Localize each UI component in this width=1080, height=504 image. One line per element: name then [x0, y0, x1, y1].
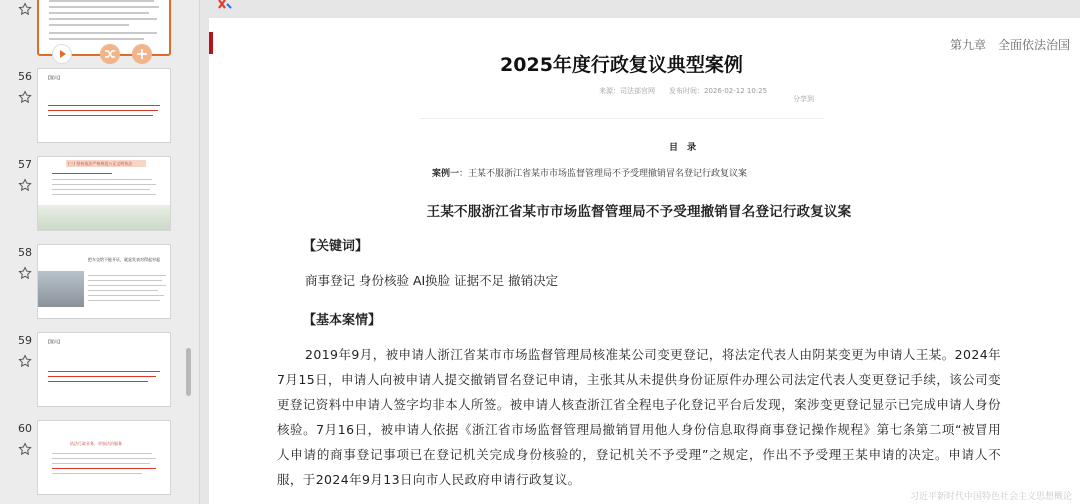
star-icon[interactable]	[18, 90, 32, 104]
slide-thumbnail[interactable]	[37, 156, 171, 231]
star-icon[interactable]	[18, 2, 32, 16]
case-body	[269, 192, 1009, 504]
thumb-label: (三) 坚持依法严格规范公正文明执法	[68, 161, 133, 166]
facts-paragraph: 2019年9月，被申请人浙江省某市市场监督管理局核准某公司变更登记，将法定代表人由阴某变更为申请人王某。2024年7月15日，申请人向被申请人提交撤销冒名登记申请，主张其从未提供身份证原件办理公司法定代表人变更登记手续，该公司变更登记资料中申请人签字均非本人所签。被申请人核查浙江省全程电子化登记平台后发现，案涉变更登记显示已完成申请人身份核验。7月16日，被申请人依据《浙江省市场监督管理局撤销冒用他人身份信息取得商事登记操作规程》第七条第二项“被冒用人申请的商事登记事项已在登记机关完成身份核验的，登记机关不予受理”之规定，作出不予受理王某申请的决定。申请人不服，于2024年9月13日向市人民政府申请行政复议。	[277, 347, 1001, 487]
thumb-label: 【疑问】	[46, 339, 62, 344]
keywords-heading: 【关键词】	[303, 239, 369, 254]
star-icon[interactable]	[18, 266, 32, 280]
slide-thumbnail[interactable]	[37, 244, 171, 319]
thumb-label: 【疑问】	[46, 75, 62, 80]
play-icon	[53, 45, 71, 63]
app-logo-icon	[215, 0, 235, 14]
slide-number: 56	[18, 70, 32, 83]
facts-heading: 【基本案情】	[303, 313, 382, 328]
slide-view	[201, 0, 1080, 504]
add-slide-button[interactable]	[132, 44, 152, 64]
slide-thumbnail[interactable]	[37, 332, 171, 407]
article-title: 2025年度行政复议典型案例	[500, 54, 743, 76]
slide-number: 58	[18, 246, 32, 259]
shuffle-button[interactable]	[100, 44, 120, 64]
thumb-label: 依法行政业务，更加法治服务	[70, 441, 122, 446]
play-button[interactable]	[52, 44, 72, 64]
sidebar-scrollbar[interactable]	[186, 348, 191, 396]
slide-thumbnail[interactable]	[37, 68, 171, 143]
slide-number: 57	[18, 158, 32, 171]
thumb-label: 把车交给不能开证，就是发表对得起对起	[88, 257, 160, 262]
slide-number: 59	[18, 334, 32, 347]
case-title: 王某不服浙江省某市市场监督管理局不予受理撤销冒名登记行政复议案	[426, 204, 852, 220]
star-icon[interactable]	[18, 354, 32, 368]
watermark: 习近平新时代中国特色社会主义思想概论	[909, 492, 1072, 502]
share-label: 分享到	[793, 95, 814, 103]
slide-canvas	[209, 18, 1080, 504]
article-meta: 来源：司法部官网 发布时间：2026-02-12 10:25	[599, 87, 768, 95]
add-icon	[132, 44, 152, 64]
toc-entry	[432, 166, 747, 179]
toc-case-label: 案例一	[432, 169, 460, 179]
star-icon[interactable]	[18, 178, 32, 192]
shuffle-icon	[100, 44, 120, 64]
toc-case-text: ：王某不服浙江省某市市场监督管理局不予受理撤销冒名登记行政复议案	[459, 169, 748, 179]
divider	[419, 118, 824, 119]
star-icon[interactable]	[18, 442, 32, 456]
toc-heading: 目 录	[669, 143, 697, 153]
slide-number: 60	[18, 422, 32, 435]
keywords-text: 商事登记 身份核验 AI换脸 证据不足 撤销决定	[305, 273, 559, 288]
header-accent-bar	[209, 32, 213, 54]
chapter-header: 第九章 全面依法治国	[949, 38, 1070, 52]
slide-sidebar	[0, 0, 200, 504]
slide-thumbnail[interactable]	[37, 420, 171, 495]
